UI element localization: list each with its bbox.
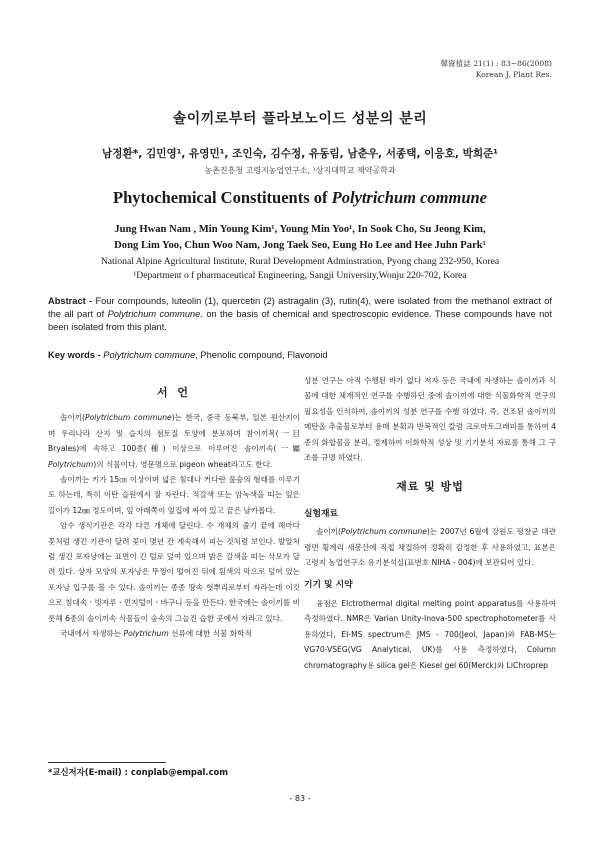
- keywords-label: Key words -: [48, 350, 101, 360]
- intro-p1-a: 솔이끼(: [60, 413, 85, 423]
- materials-a: 솔이끼(: [316, 527, 341, 537]
- right-column: [304, 373, 556, 673]
- english-affiliation-line2: ¹Department o f pharmaceutical Engineering, Sangji University,Wonju 220-702, Korea: [133, 270, 467, 281]
- subheading-instruments: 기기 및 시약: [304, 580, 353, 591]
- korean-affiliation: 농촌진흥청 고령지농업연구소, ¹상지대학교 제약공학과: [204, 166, 396, 175]
- materials-species: Polytrichum commune: [340, 527, 427, 537]
- intro-p4-b: 선류에 대한 식물 화학적: [168, 629, 252, 639]
- intro-p1-b: )는 한국, 중국 동북부, 일본 원산지이며 우리나라 산지 및 습지의 점토질 토양에 분포하며 참이끼목(一目 Bryales)에 속하고 100종(種) 이상으로 이루어진 솔이끼속(一屬: [48, 413, 300, 454]
- corresponding-author-footnote: *교신저자(E-mail) : conplab@empal.com: [48, 767, 229, 777]
- footnote-divider: [48, 762, 166, 763]
- intro-p1-c: )의 식물이다. 영문명으로 pigeon wheat라고도 한다.: [93, 459, 273, 469]
- abstract-text-1: Four compounds, luteolin (1), quercetin (2) astragalin (3), rutin(4), were isolated from the methanol extract of the all part of: [48, 296, 552, 319]
- instruments-paragraph: 융점은 Elctrothermal digital melting point apparatus를 사용하여 측정하였다. NMR은 Varian Unity-Inova-500 spectrophotometer를 사용하였다, EI-MS spectrum은 JMS - 700(Jeol, Japan)와 FAB-MS는 VG70-VSEG(VG Analytical, UK)를 사용 측정하였다, Column chromatography용 silica gel은 Kiesel gel 60(Merck)와 LiChroprep: [304, 598, 556, 670]
- english-authors-line2: Dong Lim Yoo, Chun Woo Nam, Jong Taek Seo, Eung Ho Lee and Hee Juhn Park¹: [114, 240, 486, 251]
- materials-paragraph: [304, 524, 556, 570]
- intro-p4-a: 국내에서 자생하는: [60, 629, 124, 639]
- intro-paragraph-2: 솔이끼는 키가 15㎝ 이상이며 넓은 침대나 커다란 풀숲의 형태를 이루기도 하는데, 특히 이탄 습원에서 잘 자란다. 적갈색 또는 암녹색을 띠는 잎은 길이가 12㎜ 정도이며, 잎 아래쪽이 잎집에 싸여 있고 끝은 날카롭다.: [48, 475, 300, 515]
- intro-p1-species: Polytrichum commune: [84, 413, 172, 423]
- intro-paragraph-3: 암수 생식기관은 각각 다른 개체에 달린다. 수 개체의 줄기 끝에 해마다 꽃처럼 생긴 기관이 달려 꽃이 몇년 간 계속해서 피는 것처럼 보인다. 발알처럼 생긴 포자낭에는 표면이 긴 털로 덮여 있으며 밝은 갈색을 띠는 삭모가 달려 있다. 상자 모양의 포자낭은 뚜껑이 떨어진 뒤에 흰색의 막으로 덮여 있는 포자낭 입구를 볼 수 있다. 솔이끼는 종종 땅속 헛뿌리로부터 자라는데 이것으로 침대속ㆍ빗자루ㆍ먼지털이ㆍ바구니 등을 만든다. 한국에는 솔이끼를 비롯해 6종의 솔이끼속 식물들이 숲속의 그늘진 습한 곳에서 자라고 있다.: [48, 521, 300, 623]
- journal-name: Korean J. Plant Res.: [475, 70, 552, 79]
- keywords: [48, 350, 552, 360]
- section-heading-introduction: 서 언: [156, 386, 192, 399]
- english-title-species: Polytrichum commune: [331, 188, 487, 207]
- english-affiliation-line1: National Alpine Agricultural Institute, Rural Development Adminstration, Pyong chang 232-950, Korea: [100, 256, 500, 267]
- keywords-rest: , Phenolic compound, Flavonoid: [195, 350, 328, 360]
- subheading-materials: 실험재료: [304, 508, 338, 519]
- materials-b: )는 2007년 6월에 강원도 평창군 대관령면 횡계리 새봉산에 직접 채집하여 정확히 감정한 후 사용하였고, 표본은 고령지 농업연구소 유기분석실(표번호 NIHA - 004)에 보관되어 있다.: [304, 527, 556, 568]
- english-title-prefix: Phytochemical Constituents of: [113, 188, 332, 207]
- journal-citation: 韓資植誌 21(1) : 83~86(2008): [440, 59, 552, 68]
- left-column: [48, 385, 300, 642]
- intro-paragraph-4: [48, 626, 300, 641]
- intro-p4-genus: Polytrichum: [123, 629, 169, 639]
- intro-p1-genus: Polytrichum: [48, 459, 94, 469]
- page-number: - 83 -: [289, 794, 311, 803]
- section-heading-methods: 재료 및 방법: [396, 480, 464, 494]
- abstract-label: Abstract -: [48, 296, 93, 306]
- journal-reference: [440, 58, 552, 80]
- korean-authors: 남정환*, 김민영¹, 유영민¹, 조인숙, 김수정, 유동림, 남춘우, 서종택, 이응호, 박희준¹: [102, 148, 498, 160]
- keywords-species: Polytrichum commune: [103, 350, 196, 360]
- korean-title: 솔이끼로부터 플라보노이드 성분의 분리: [172, 111, 428, 127]
- abstract: [48, 295, 552, 333]
- abstract-species: Polytrichum commune: [107, 308, 201, 319]
- english-authors-line1: Jung Hwan Nam , Min Young Kim¹, Young Min Yoo¹, In Sook Cho, Su Jeong Kim,: [114, 224, 486, 235]
- abstract-text-2: . on the basis of chemical and spectroscopic evidence. These compounds have not been isolated from this plant.: [48, 308, 552, 332]
- intro-paragraph-1: [48, 410, 300, 472]
- english-title: [0, 188, 600, 208]
- intro-paragraph-continued: 성분 연구는 아직 수행된 바가 없다 저자 등은 국내에 자생하는 솔이끼과 식물에 대한 체계적인 연구를 수행하던 중에 솔이끼에 대한 식물화학적 연구의 필요성을 인식하여, 솔이끼의 성분 연구를 수행 하였다. 즉, 건조된 솔이끼의 메탄올 추출물로부터 용매 분획과 반복적인 칼럼 크로마토그래피를 통하여 4종의 화합물을 분리, 정제하여 이화학적 성상 및 기기분석 자료를 통해 그 구조를 규명 하였다.: [304, 376, 556, 463]
